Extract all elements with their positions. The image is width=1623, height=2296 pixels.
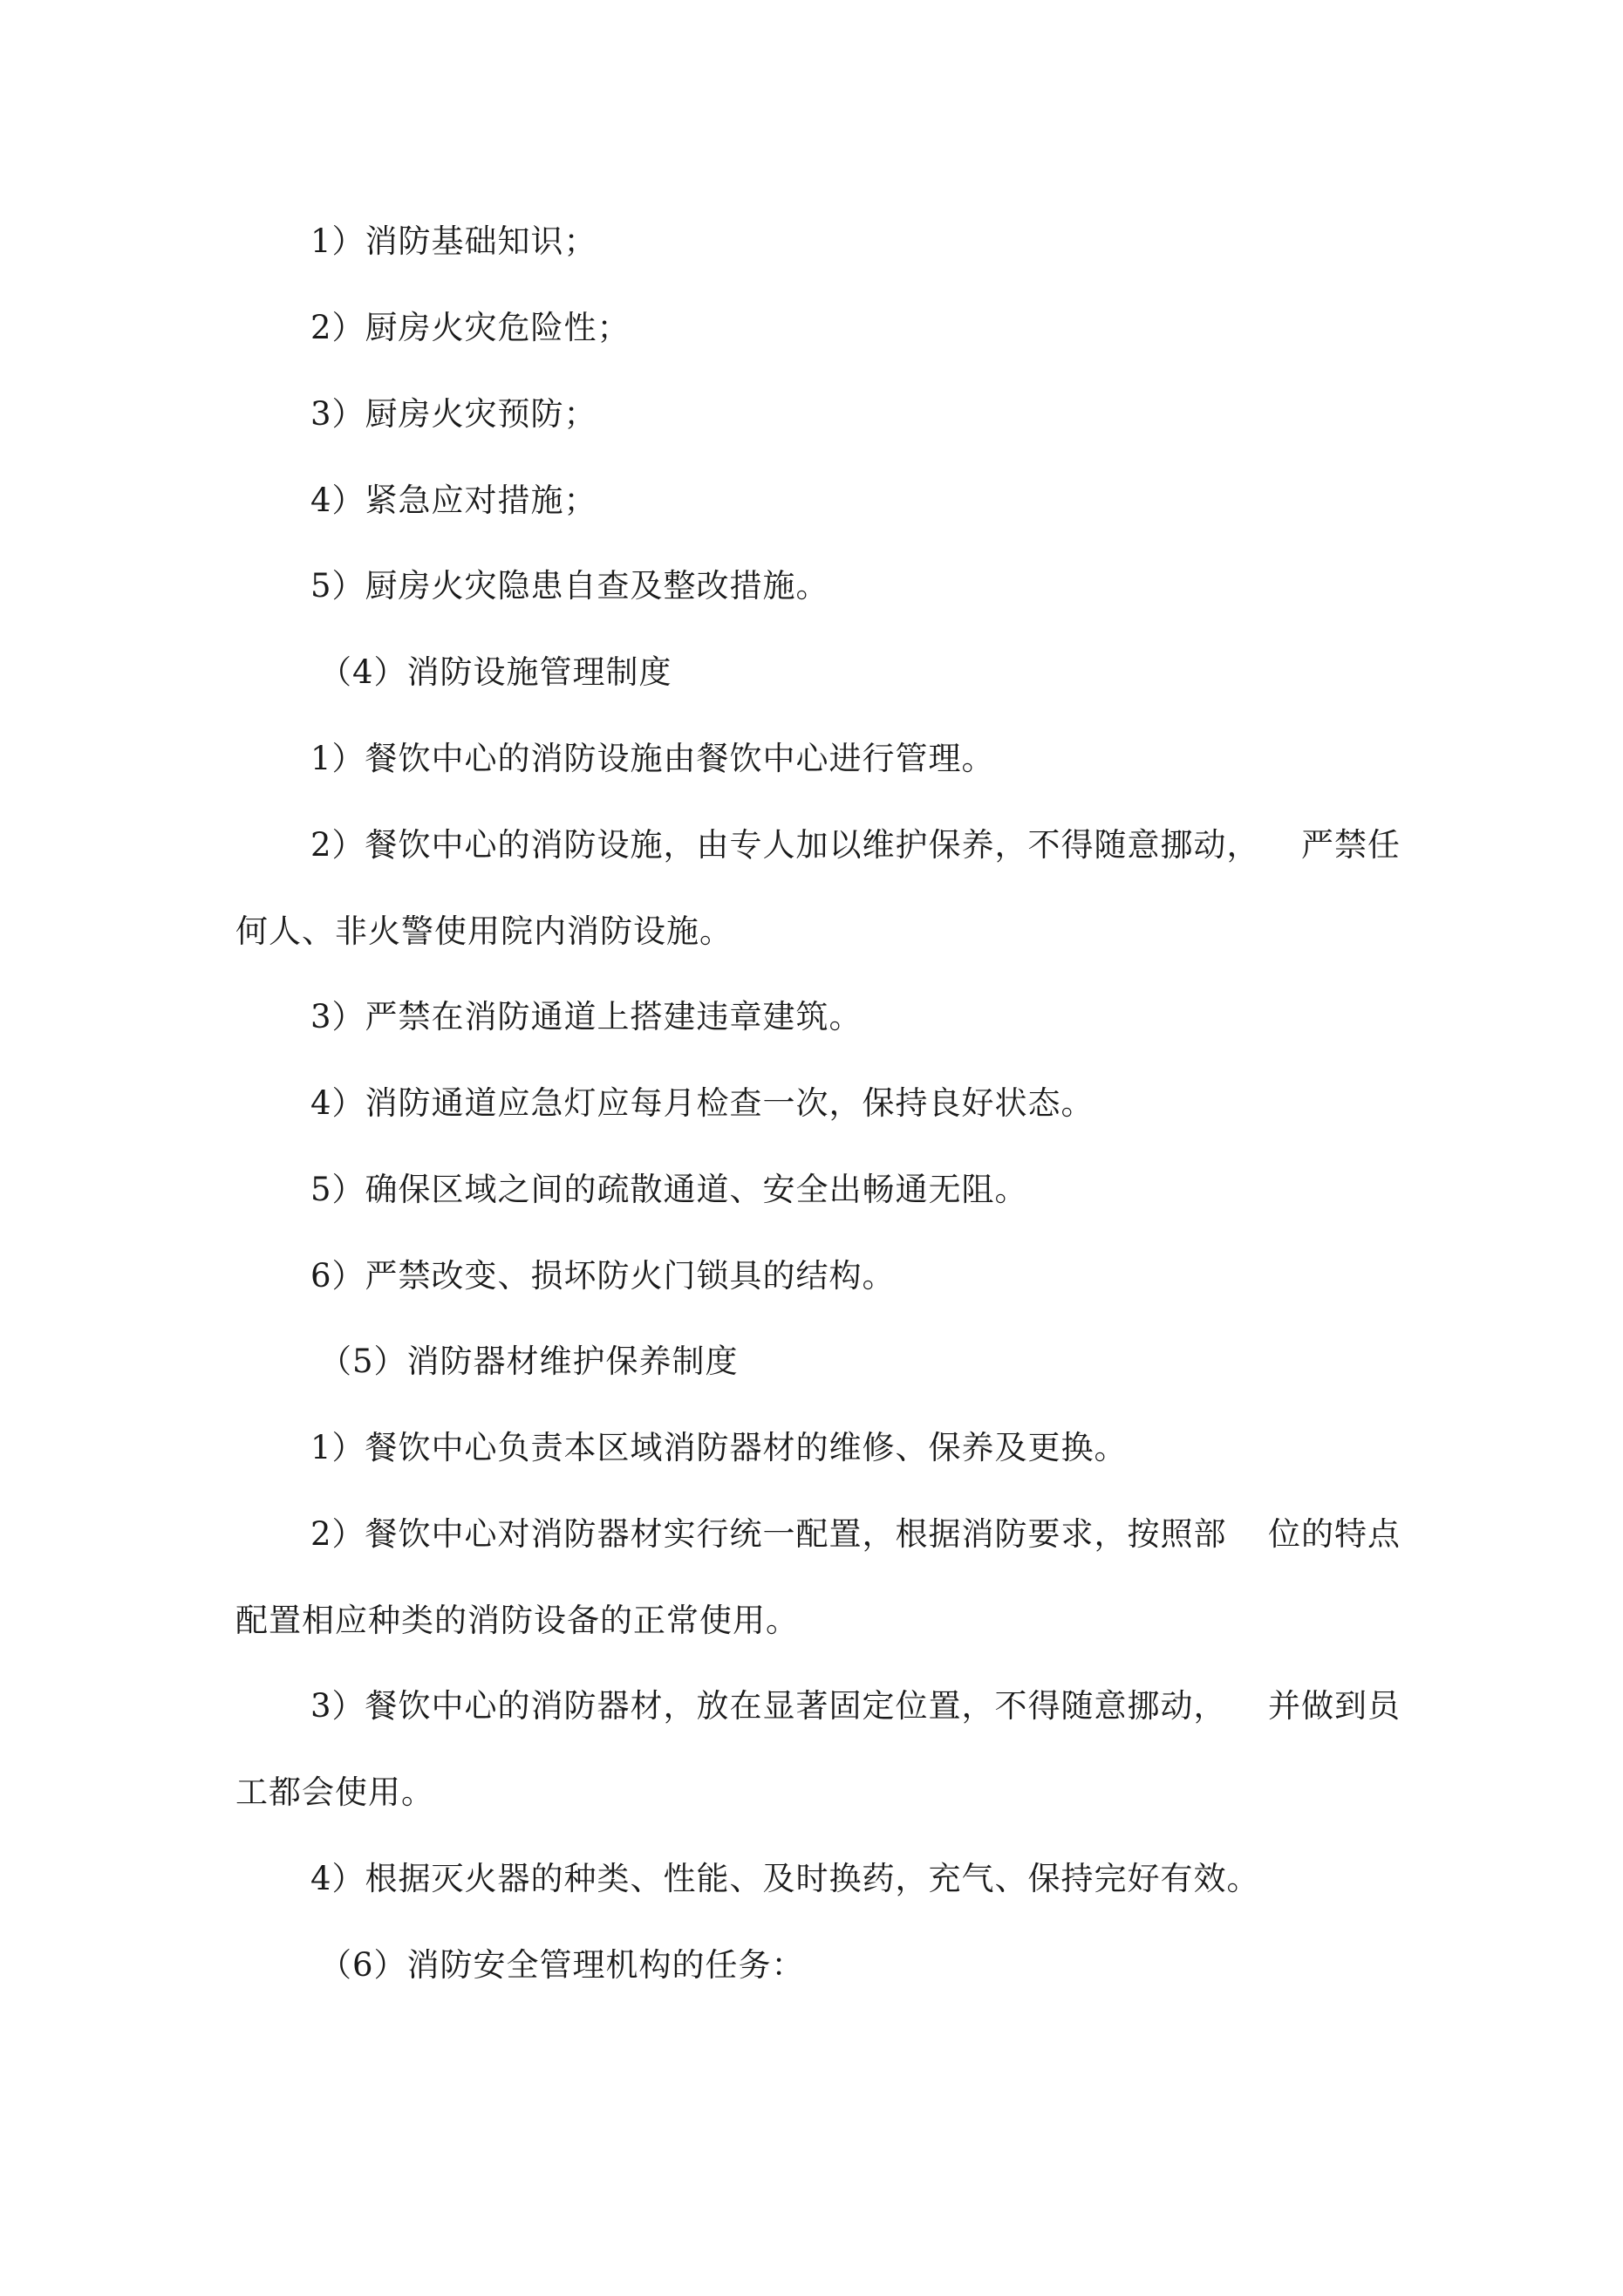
paragraph-line: 配置相应种类的消防设备的正常使用。 <box>235 1602 799 1639</box>
list-item: 3）严禁在消防通道上搭建违章建筑。 <box>310 998 863 1035</box>
list-item: 4）消防通道应急灯应每月检查一次，保持良好状态。 <box>310 1084 1095 1122</box>
paragraph-text: 2）餐饮中心的消防设施，由专人加以维护保养，不得随意挪动， <box>310 826 1260 864</box>
list-item: 1）餐饮中心负责本区域消防器材的维修、保养及更换。 <box>310 1429 1128 1466</box>
section-heading: （4）消防设施管理制度 <box>319 653 672 691</box>
list-item: 2）厨房火灾危险性； <box>310 309 631 346</box>
paragraph-line: 何人、非火警使用院内消防设施。 <box>235 912 733 950</box>
list-item: 5）厨房火灾隐患自查及整改措施。 <box>310 567 829 605</box>
paragraph-line: 工都会使用。 <box>235 1773 434 1811</box>
section-heading: （6）消防安全管理机构的任务： <box>319 1946 805 1984</box>
list-item: 6）严禁改变、损坏防火门锁具的结构。 <box>310 1257 896 1295</box>
paragraph-text: 并做到员 <box>1268 1687 1401 1725</box>
list-item: 4）根据灭火器的种类、性能、及时换药，充气、保持完好有效。 <box>310 1860 1260 1897</box>
list-item: 5）确保区域之间的疏散通道、安全出畅通无阻。 <box>310 1171 1028 1208</box>
list-item: 1）餐饮中心的消防设施由餐饮中心进行管理。 <box>310 740 995 777</box>
paragraph-text: 严禁任 <box>1301 826 1401 864</box>
section-heading: （5）消防器材维护保养制度 <box>319 1343 739 1380</box>
paragraph-text: 2）餐饮中心对消防器材实行统一配置，根据消防要求，按照部 <box>310 1515 1227 1553</box>
paragraph-text: 位的特点 <box>1268 1515 1401 1553</box>
list-item: 4）紧急应对措施； <box>310 482 597 519</box>
paragraph-line <box>310 1687 1401 1725</box>
paragraph-line <box>310 826 1401 864</box>
paragraph-text: 3）餐饮中心的消防器材，放在显著固定位置，不得随意挪动， <box>310 1687 1227 1725</box>
list-item: 3）厨房火灾预防； <box>310 395 597 433</box>
paragraph-line <box>310 1515 1401 1553</box>
list-item: 1）消防基础知识； <box>310 222 597 260</box>
